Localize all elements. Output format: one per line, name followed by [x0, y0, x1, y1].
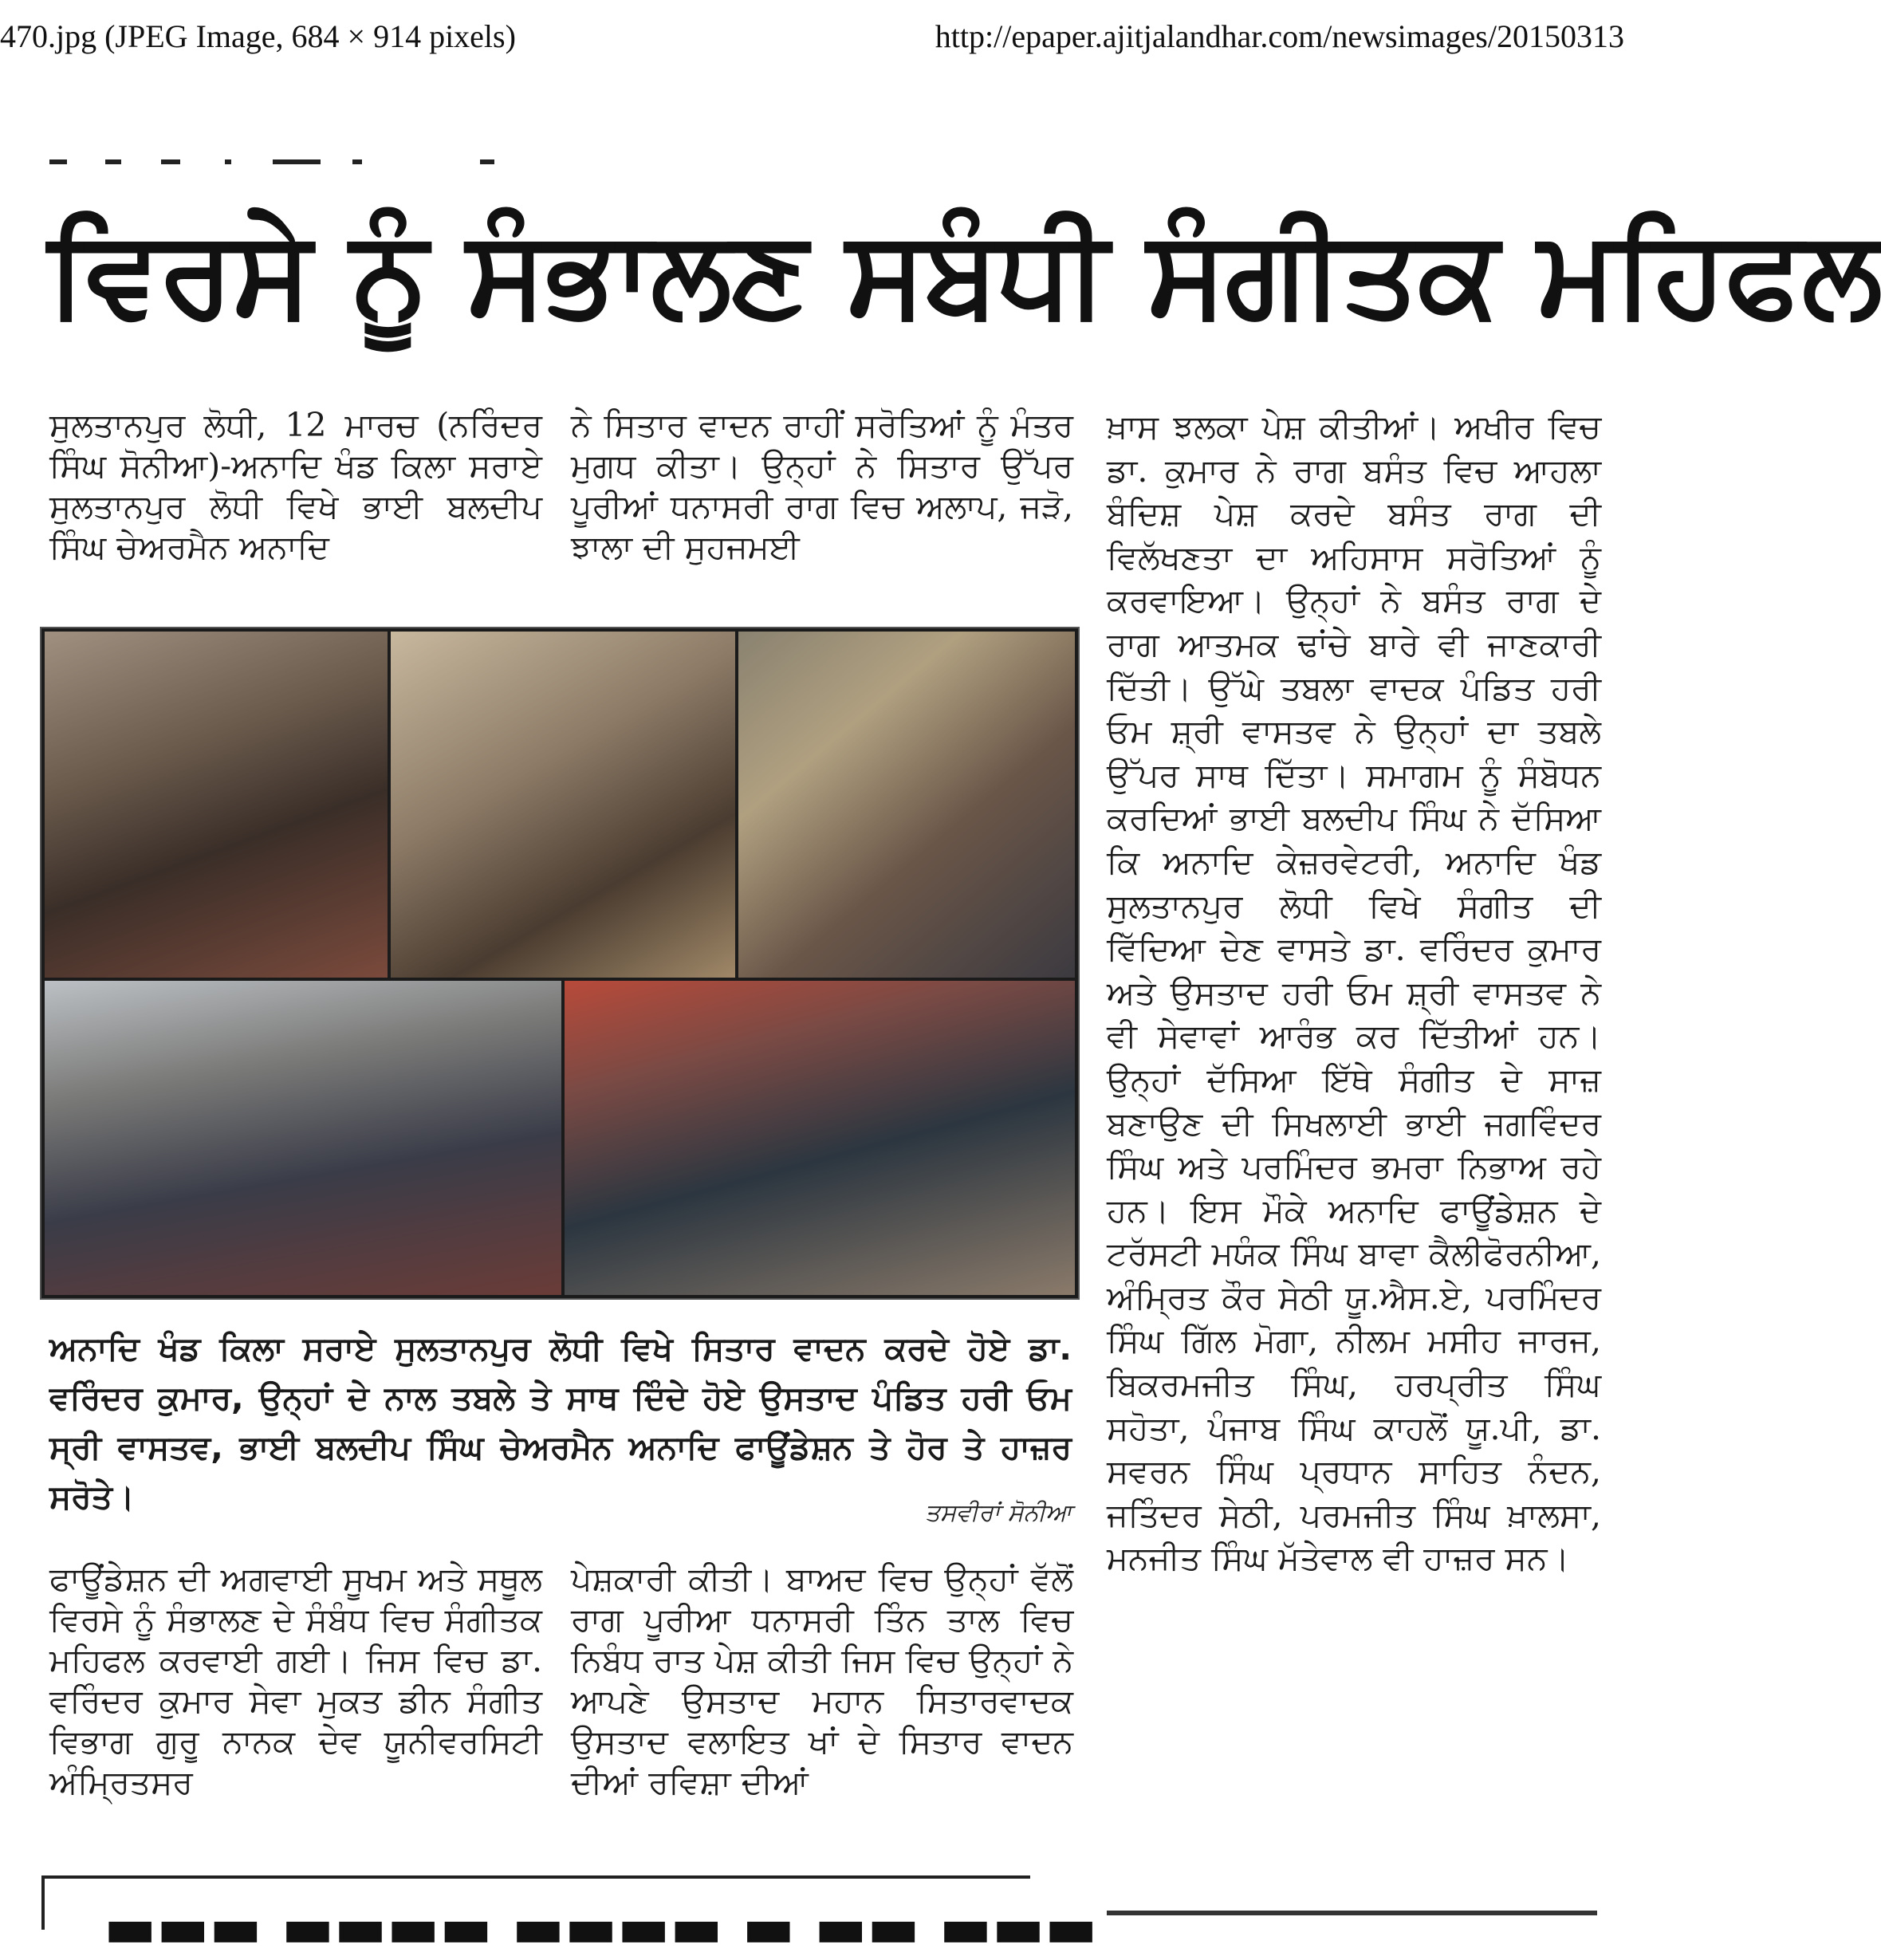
photo-audience-with-camera [45, 981, 561, 1295]
browser-title: 470.jpg (JPEG Image, 684 × 914 pixels) [0, 18, 516, 54]
photo-credit: ਤਸਵੀਰਾਂ ਸੋਨੀਆ [924, 1499, 1072, 1527]
column-1-bottom [49, 1559, 542, 1814]
photo-singer-with-microphone [45, 632, 388, 978]
column-3 [1107, 405, 1601, 1580]
article-headline: ਵਿਰਸੇ ਨੂੰ ਸੰਭਾਲਣ ਸਬੰਧੀ ਸੰਗੀਤਕ ਮਹਿਫਲ [48, 204, 1881, 343]
next-article-headline-cut: ▬▬▬ ▬▬▬▬ ▬▬▬▬ ▬ ▬▬ ▬▬▬ [104, 1895, 1098, 1960]
column-1-bottom-text: ਫਾਊਂਡੇਸ਼ਨ ਦੀ ਅਗਵਾਈ ਸੂਖਮ ਅਤੇ ਸਥੂਲ ਵਿਰਸੇ ਨੂੰ ਸੰਭਾਲਣ ਦੇ ਸੰਬੰਧ ਵਿਚ ਸੰਗੀਤਕ ਮਹਿਫਲ ਕਰਵਾਈ ਗਈ। ਜਿਸ ਵਿਚ ਡਾ. ਵਰਿੰਦਰ ਕੁਮਾਰ ਸੇਵਾ ਮੁਕਤ ਡੀਨ ਸੰਗੀਤ ਵਿਭਾਗ ਗੁਰੂ ਨਾਨਕ ਦੇਵ ਯੂਨੀਵਰਸਿਟੀ ਅੰਮ੍ਰਿਤਸਰ [49, 1560, 542, 1801]
photo-collage [40, 627, 1080, 1300]
column-2-top [571, 405, 1073, 612]
column-2-bottom-text: ਪੇਸ਼ਕਾਰੀ ਕੀਤੀ। ਬਾਅਦ ਵਿਚ ਉਨ੍ਹਾਂ ਵੱਲੋਂ ਰਾਗ ਪੂਰੀਆ ਧਨਾਸਰੀ ਤਿੰਨ ਤਾਲ ਵਿਚ ਨਿਬੰਧ ਰਾਤ ਪੇਸ਼ ਕੀਤੀ ਜਿਸ ਵਿਚ ਉਨ੍ਹਾਂ ਨੇ ਆਪਣੇ ਉਸਤਾਦ ਮਹਾਨ ਸਿਤਾਰਵਾਦਕ ਉਸਤਾਦ ਵਲਾਇਤ ਖਾਂ ਦੇ ਸਿਤਾਰ ਵਾਦਨ ਦੀਆਂ ਰਵਿਸ਼ਾ ਦੀਆਂ [571, 1560, 1073, 1801]
column-1-top-text: ਸੁਲਤਾਨਪੁਰ ਲੋਧੀ, 12 ਮਾਰਚ (ਨਰਿੰਦਰ ਸਿੰਘ ਸੋਨੀਆ)-ਅਨਾਦਿ ਖੰਡ ਕਿਲਾ ਸਰਾਏ ਸੁਲਤਾਨਪੁਰ ਲੋਧੀ ਵਿਖੇ ਭਾਈ ਬਲਦੀਪ ਸਿੰਘ ਚੇਅਰਮੈਨ ਅਨਾਦਿ [49, 406, 542, 566]
browser-url: http://epaper.ajitjalandhar.com/newsimages/20150313 [935, 18, 1624, 54]
photo-caption: ਅਨਾਦਿ ਖੰਡ ਕਿਲਾ ਸਰਾਏ ਸੁਲਤਾਨਪੁਰ ਲੋਧੀ ਵਿਖੇ ਸਿਤਾਰ ਵਾਦਨ ਕਰਦੇ ਹੋਏ ਡਾ. ਵਰਿੰਦਰ ਕੁਮਾਰ, ਉਨ੍ਹਾਂ ਦੇ ਨਾਲ ਤਬਲੇ ਤੇ ਸਾਥ ਦਿੰਦੇ ਹੋਏ ਉਸਤਾਦ ਪੰਡਿਤ ਹਰੀ ਓਮ ਸ੍ਰੀ ਵਾਸਤਵ, ਭਾਈ ਬਲਦੀਪ ਸਿੰਘ ਚੇਅਰਮੈਨ ਅਨਾਦਿ ਫਾਊਂਡੇਸ਼ਨ ਤੇ ਹੋਰ ਤੇ ਹਾਜ਼ਰ ਸਰੋਤੇ। [49, 1329, 1072, 1516]
column-2-bottom [571, 1559, 1073, 1814]
right-column-rule [1107, 1911, 1597, 1915]
column-3-text: ਖ਼ਾਸ ਝਲਕਾ ਪੇਸ਼ ਕੀਤੀਆਂ। ਅਖੀਰ ਵਿਚ ਡਾ. ਕੁਮਾਰ ਨੇ ਰਾਗ ਬਸੰਤ ਵਿਚ ਆਹਲਾ ਬੰਦਿਸ਼ ਪੇਸ਼ ਕਰਦੇ ਬਸੰਤ ਰਾਗ ਦੀ ਵਿਲੱਖਣਤਾ ਦਾ ਅਹਿਸਾਸ ਸਰੋਤਿਆਂ ਨੂੰ ਕਰਵਾਇਆ। ਉਨ੍ਹਾਂ ਨੇ ਬਸੰਤ ਰਾਗ ਦੇ ਰਾਗ ਆਤਮਕ ਢਾਂਚੇ ਬਾਰੇ ਵੀ ਜਾਣਕਾਰੀ ਦਿੱਤੀ। ਉੱਘੇ ਤਬਲਾ ਵਾਦਕ ਪੰਡਿਤ ਹਰੀ ਓਮ ਸ਼੍ਰੀ ਵਾਸਤਵ ਨੇ ਉਨ੍ਹਾਂ ਦਾ ਤਬਲੇ ਉੱਪਰ ਸਾਥ ਦਿੱਤਾ। ਸਮਾਗਮ ਨੂੰ ਸੰਬੋਧਨ ਕਰਦਿਆਂ ਭਾਈ ਬਲਦੀਪ ਸਿੰਘ ਨੇ ਦੱਸਿਆ ਕਿ ਅਨਾਦਿ ਕੇਜ਼ਰਵੇਟਰੀ, ਅਨਾਦਿ ਖੰਡ ਸੁਲਤਾਨਪੁਰ ਲੋਧੀ ਵਿਖੇ ਸੰਗੀਤ ਦੀ ਵਿੱਦਿਆ ਦੇਣ ਵਾਸਤੇ ਡਾ. ਵਰਿੰਦਰ ਕੁਮਾਰ ਅਤੇ ਉਸਤਾਦ ਹਰੀ ਓਮ ਸ਼੍ਰੀ ਵਾਸਤਵ ਨੇ ਵੀ ਸੇਵਾਵਾਂ ਆਰੰਭ ਕਰ ਦਿੱਤੀਆਂ ਹਨ। ਉਨ੍ਹਾਂ ਦੱਸਿਆ ਇੱਥੇ ਸੰਗੀਤ ਦੇ ਸਾਜ਼ ਬਣਾਉਣ ਦੀ ਸਿਖਲਾਈ ਭਾਈ ਜਗਵਿੰਦਰ ਸਿੰਘ ਅਤੇ ਪਰਮਿੰਦਰ ਭਮਰਾ ਨਿਭਾਅ ਰਹੇ ਹਨ। ਇਸ ਮੌਕੇ ਅਨਾਦਿ ਫਾਊਂਡੇਸ਼ਨ ਦੇ ਟਰੱਸਟੀ ਮਯੰਕ ਸਿੰਘ ਬਾਵਾ ਕੈਲੀਫੋਰਨੀਆ, ਅੰਮ੍ਰਿਤ ਕੌਰ ਸੇਠੀ ਯੂ.ਐਸ.ਏ, ਪਰਮਿੰਦਰ ਸਿੰਘ ਗਿੱਲ ਮੋਗਾ, ਨੀਲਮ ਮਸੀਹ ਜਾਰਜ, ਬਿਕਰਮਜੀਤ ਸਿੰਘ, ਹਰਪ੍ਰੀਤ ਸਿੰਘ ਸਹੋਤਾ, ਪੰਜਾਬ ਸਿੰਘ ਕਾਹਲੋਂ ਯੂ.ਪੀ, ਡਾ. ਸਵਰਨ ਸਿੰਘ ਪ੍ਰਧਾਨ ਸਾਹਿਤ ਨੰਦਨ, ਜਤਿੰਦਰ ਸੇਠੀ, ਪਰਮਜੀਤ ਸਿੰਘ ਖ਼ਾਲਸਾ, ਮਨਜੀਤ ਸਿੰਘ ਮੱਤੇਵਾਲ ਵੀ ਹਾਜ਼ਰ ਸਨ। [1107, 407, 1602, 1578]
photo-seated-audience [565, 981, 1075, 1295]
column-1-top [49, 405, 542, 612]
photo-tabla-player [738, 632, 1075, 978]
photo-sitar-player [391, 632, 735, 978]
column-2-top-text: ਨੇ ਸਿਤਾਰ ਵਾਦਨ ਰਾਹੀਂ ਸਰੋਤਿਆਂ ਨੂੰ ਮੰਤਰ ਮੁਗਧ ਕੀਤਾ। ਉਨ੍ਹਾਂ ਨੇ ਸਿਤਾਰ ਉੱਪਰ ਪੂਰੀਆਂ ਧਨਾਸਰੀ ਰਾਗ ਵਿਚ ਅਲਾਪ, ਜੜੋ, ਝਾਲਾ ਦੀ ਸੁਹਜਮਈ [571, 406, 1073, 566]
top-dash-rule [49, 159, 496, 166]
